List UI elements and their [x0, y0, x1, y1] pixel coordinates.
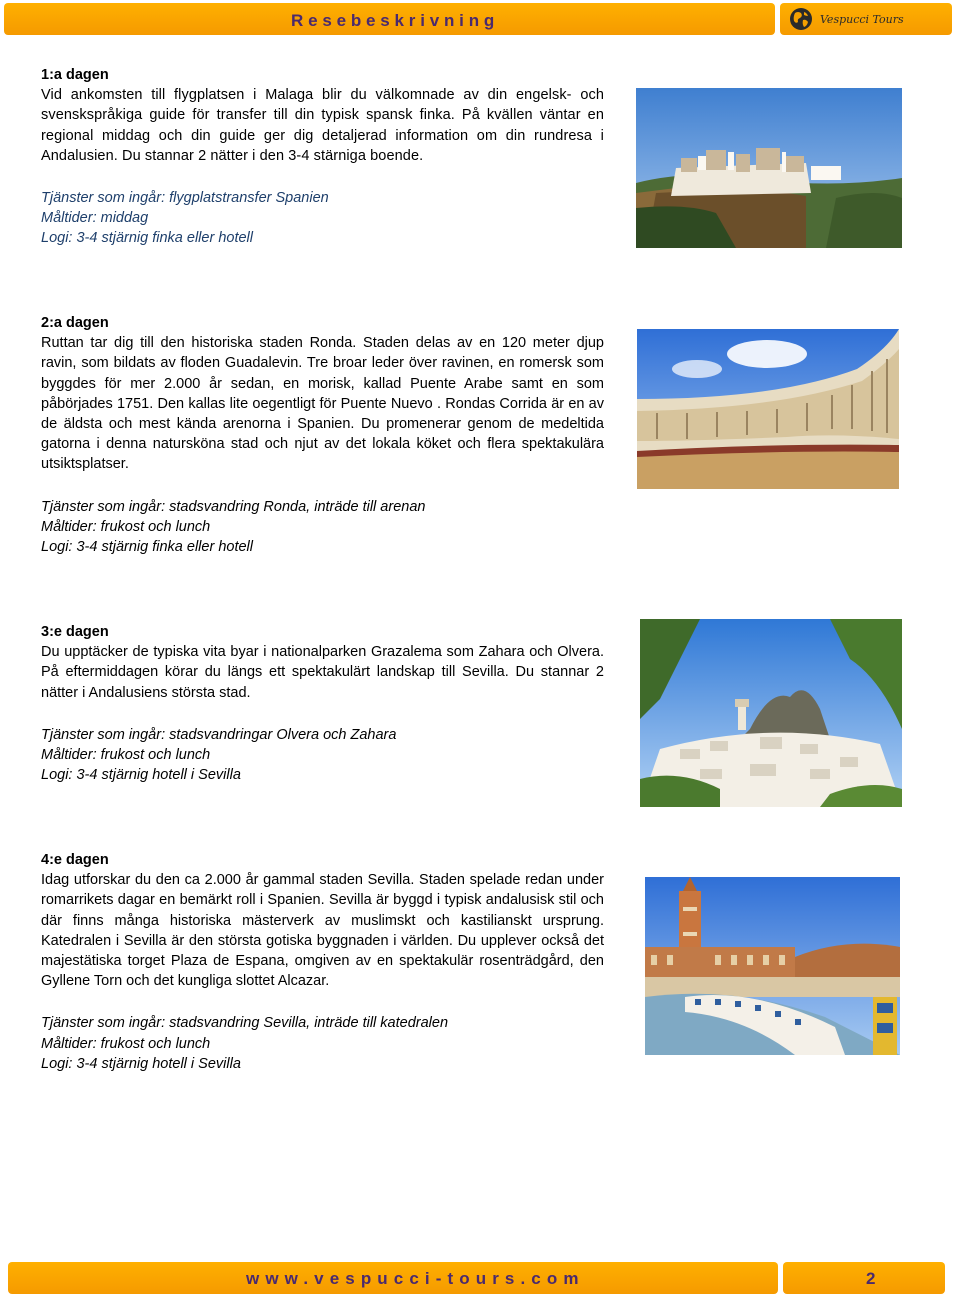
day-heading: 4:e dagen: [41, 852, 109, 868]
olvera-village-photo: [640, 619, 902, 807]
meals-included: Måltider: middag: [41, 210, 149, 227]
day-heading: 1:a dagen: [41, 67, 109, 83]
ronda-cliff-photo: [636, 88, 902, 248]
ronda-bullring-photo: [637, 329, 899, 489]
day-heading: 2:a dagen: [41, 315, 109, 331]
page-number-box: [783, 1262, 945, 1294]
day-section-1: [41, 65, 604, 249]
page-number: 2: [866, 1269, 876, 1288]
lodging-included: Logi: 3-4 stjärnig finka eller hotell: [41, 230, 253, 247]
day-section-3: [41, 622, 604, 785]
lodging-included: Logi: 3-4 stjärnig finka eller hotell: [41, 539, 253, 556]
globe-icon: [789, 7, 813, 31]
day-description: Du upptäcker de typiska vita byar i nationalparken Grazalema som Zahara och Olvera. På eftermiddagen körar du längs ett spektakulärt landskap till Sevilla. Du stannar 2 nätter i Andalusiens största stad.: [41, 644, 604, 701]
website-link[interactable]: www.vespucci-tours.com: [246, 1269, 585, 1288]
day-section-4: [41, 850, 604, 1074]
services-included: Tjänster som ingår: stadsvandring Ronda, inträde till arenan: [41, 498, 426, 515]
footer-bar: [8, 1262, 778, 1294]
day-description: Idag utforskar du den ca 2.000 år gammal staden Sevilla. Staden spelade redan under romarrikets dagar en bemärkt roll i Spanien. Sevilla är byggd i typisk andalusisk stil och där finns många historiska mästerverk av muslimskt och kastilianskt ursprung. Katedralen i Sevilla är den största gotiska byggnaden i världen. Du upplever också det majestätiska torget Plaza de Espana, omgiven av en spektakulär rosenträdgård, den Gyllene Torn och det kungliga slottet Alcazar.: [41, 872, 604, 990]
header-bar: [4, 3, 775, 35]
day-heading: 3:e dagen: [41, 624, 109, 640]
services-included: Tjänster som ingår: stadsvandringar Olvera och Zahara: [41, 726, 397, 743]
lodging-included: Logi: 3-4 stjärnig hotell i Sevilla: [41, 1055, 241, 1072]
day-description: Ruttan tar dig till den historiska staden Ronda. Staden delas av en 120 meter djup ravin, som bildats av floden Guadalevin. Tre broar leder över ravinen, en romersk som byggdes för mer 2.000 år sedan, en morisk, kallad Puente Arabe samt en som påbörjades 1751. Den kallas lite oegentligt för Puente Nuevo . Rondas Corrida är en av de äldsta och mest kända arenorna i Spanien. Du promenerar genom de medeltida gatorna i denna natursköna stad och njut av det lokala köket och flera spektakulära utsiktsplatser.: [41, 335, 604, 473]
meals-included: Måltider: frukost och lunch: [41, 518, 211, 535]
plaza-de-espana-photo: [645, 877, 900, 1055]
logo-box: [780, 3, 952, 35]
lodging-included: Logi: 3-4 stjärnig hotell i Sevilla: [41, 767, 241, 784]
page-title: Resebeskrivning: [291, 11, 500, 30]
day-section-2: [41, 313, 604, 557]
meals-included: Måltider: frukost och lunch: [41, 1035, 211, 1052]
services-included: Tjänster som ingår: flygplatstransfer Spanien: [41, 190, 329, 207]
day-description: Vid ankomsten till flygplatsen i Malaga blir du välkomnade av din engelsk- och svenskspråkiga guide för transfer till din typisk spansk finka. På kvällen väntar en regional middag och din guide ger dig detaljerad information om din rundresa i Andalusien. Du stannar 2 nätter i den 3-4 stärniga boende.: [41, 87, 604, 164]
meals-included: Måltider: frukost och lunch: [41, 747, 211, 764]
logo-text: Vespucci Tours: [820, 13, 904, 26]
services-included: Tjänster som ingår: stadsvandring Sevilla, inträde till katedralen: [41, 1015, 449, 1032]
